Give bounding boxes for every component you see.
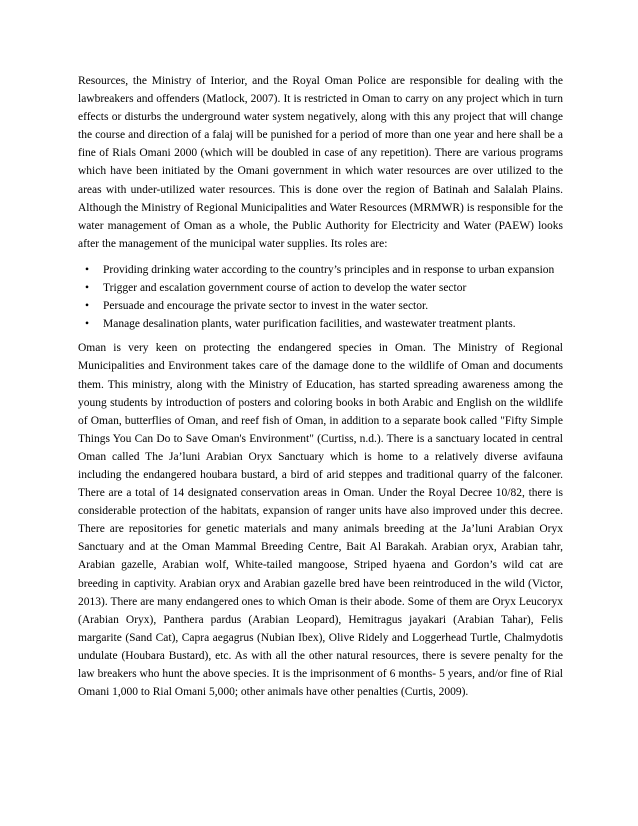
list-item-text: Manage desalination plants, water purification facilities, and wastewater treatment plants.: [103, 318, 516, 331]
list-item-text: Trigger and escalation government course of action to develop the water sector: [103, 282, 467, 295]
bullet-icon: •: [85, 263, 90, 276]
list-item-text: Persuade and encourage the private sector to invest in the water sector.: [103, 300, 429, 313]
list-item: [78, 297, 563, 315]
bullet-icon: •: [85, 300, 90, 313]
bullet-list-paew-roles: [78, 261, 563, 333]
list-item-text: Providing drinking water according to the country’s principles and in response to urban expansion: [103, 263, 555, 276]
list-item: [78, 261, 563, 279]
document-page: [78, 72, 563, 701]
list-item: [78, 315, 563, 333]
paragraph-endangered-species: Oman is very keen on protecting the endangered species in Oman. The Ministry of Regional Municipalities and Environment takes care of the damage done to the wildlife of Oman and documents them. This ministry, along with the Ministry of Education, has started spreading awareness among the young students by introduction of posters and coloring books in both Arabic and English on the wildlife of Oman, butterflies of Oman, and reef fish of Oman, in addition to a separate book called "Fifty Simple Things You Can Do to Save Oman's Environment" (Curtiss, n.d.). There is a sanctuary located in central Oman called The Ja’luni Arabian Oryx Sanctuary which is home to a relatively diverse avifauna including the endangered houbara bustard, a bird of arid steppes and traditional quarry of the falconer. There are a total of 14 designated conservation areas in Oman. Under the Royal Decree 10/82, there is considerable protection of the habitats, expansion of ranger units have also improved under this decree. There are repositories for genetic materials and many animals breeding at the Ja’luni Arabian Oryx Sanctuary and at the Oman Mammal Breeding Centre, Bait Al Barakah. Arabian oryx, Arabian tahr, Arabian gazelle, Arabian wolf, White-tailed mangoose, Striped hyaena and Gordon’s wild cat are breeding in captivity. Arabian oryx and Arabian gazelle bred have been reintroduced in the wild (Victor, 2013). There are many endangered ones to which Oman is their abode. Some of them are Oryx Leucoryx (Arabian Oryx), Panthera pardus (Arabian Leopard), Hemitragus jayakari (Arabian Tahar), Felis margarite (Sand Cat), Capra aegagrus (Nubian Ibex), Olive Ridely and Loggerhead Turtle, Chalmydotis undulate (Houbara Bustard), etc. As with all the other natural resources, there is severe penalty for the law breakers who hunt the above species. It is the imprisonment of 6 months- 5 years, and/or fine of Rial Omani 1,000 to Rial Omani 5,000; other animals have other penalties (Curtis, 2009).: [78, 342, 563, 699]
bullet-icon: •: [85, 282, 90, 295]
list-item: [78, 279, 563, 297]
bullet-icon: •: [85, 318, 90, 331]
paragraph-water-regulation: Resources, the Ministry of Interior, and the Royal Oman Police are responsible for dealing with the lawbreakers and offenders (Matlock, 2007). It is restricted in Oman to carry on any project which in turn effects or disturbs the underground water system negatively, along with this any project that will change the course and direction of a falaj will be punished for a period of more than one year and here shall be a fine of Rials Omani 2000 (which will be doubled in case of any repetition). There are various programs which have been initiated by the Omani government in which water resources are over utilized to the areas with under-utilized water resources. This is done over the region of Batinah and Salalah Plains. Although the Ministry of Regional Municipalities and Water Resources (MRMWR) is responsible for the water management of Oman as a whole, the Public Authority for Electricity and Water (PAEW) looks after the management of the municipal water supplies. Its roles are:: [78, 75, 563, 250]
